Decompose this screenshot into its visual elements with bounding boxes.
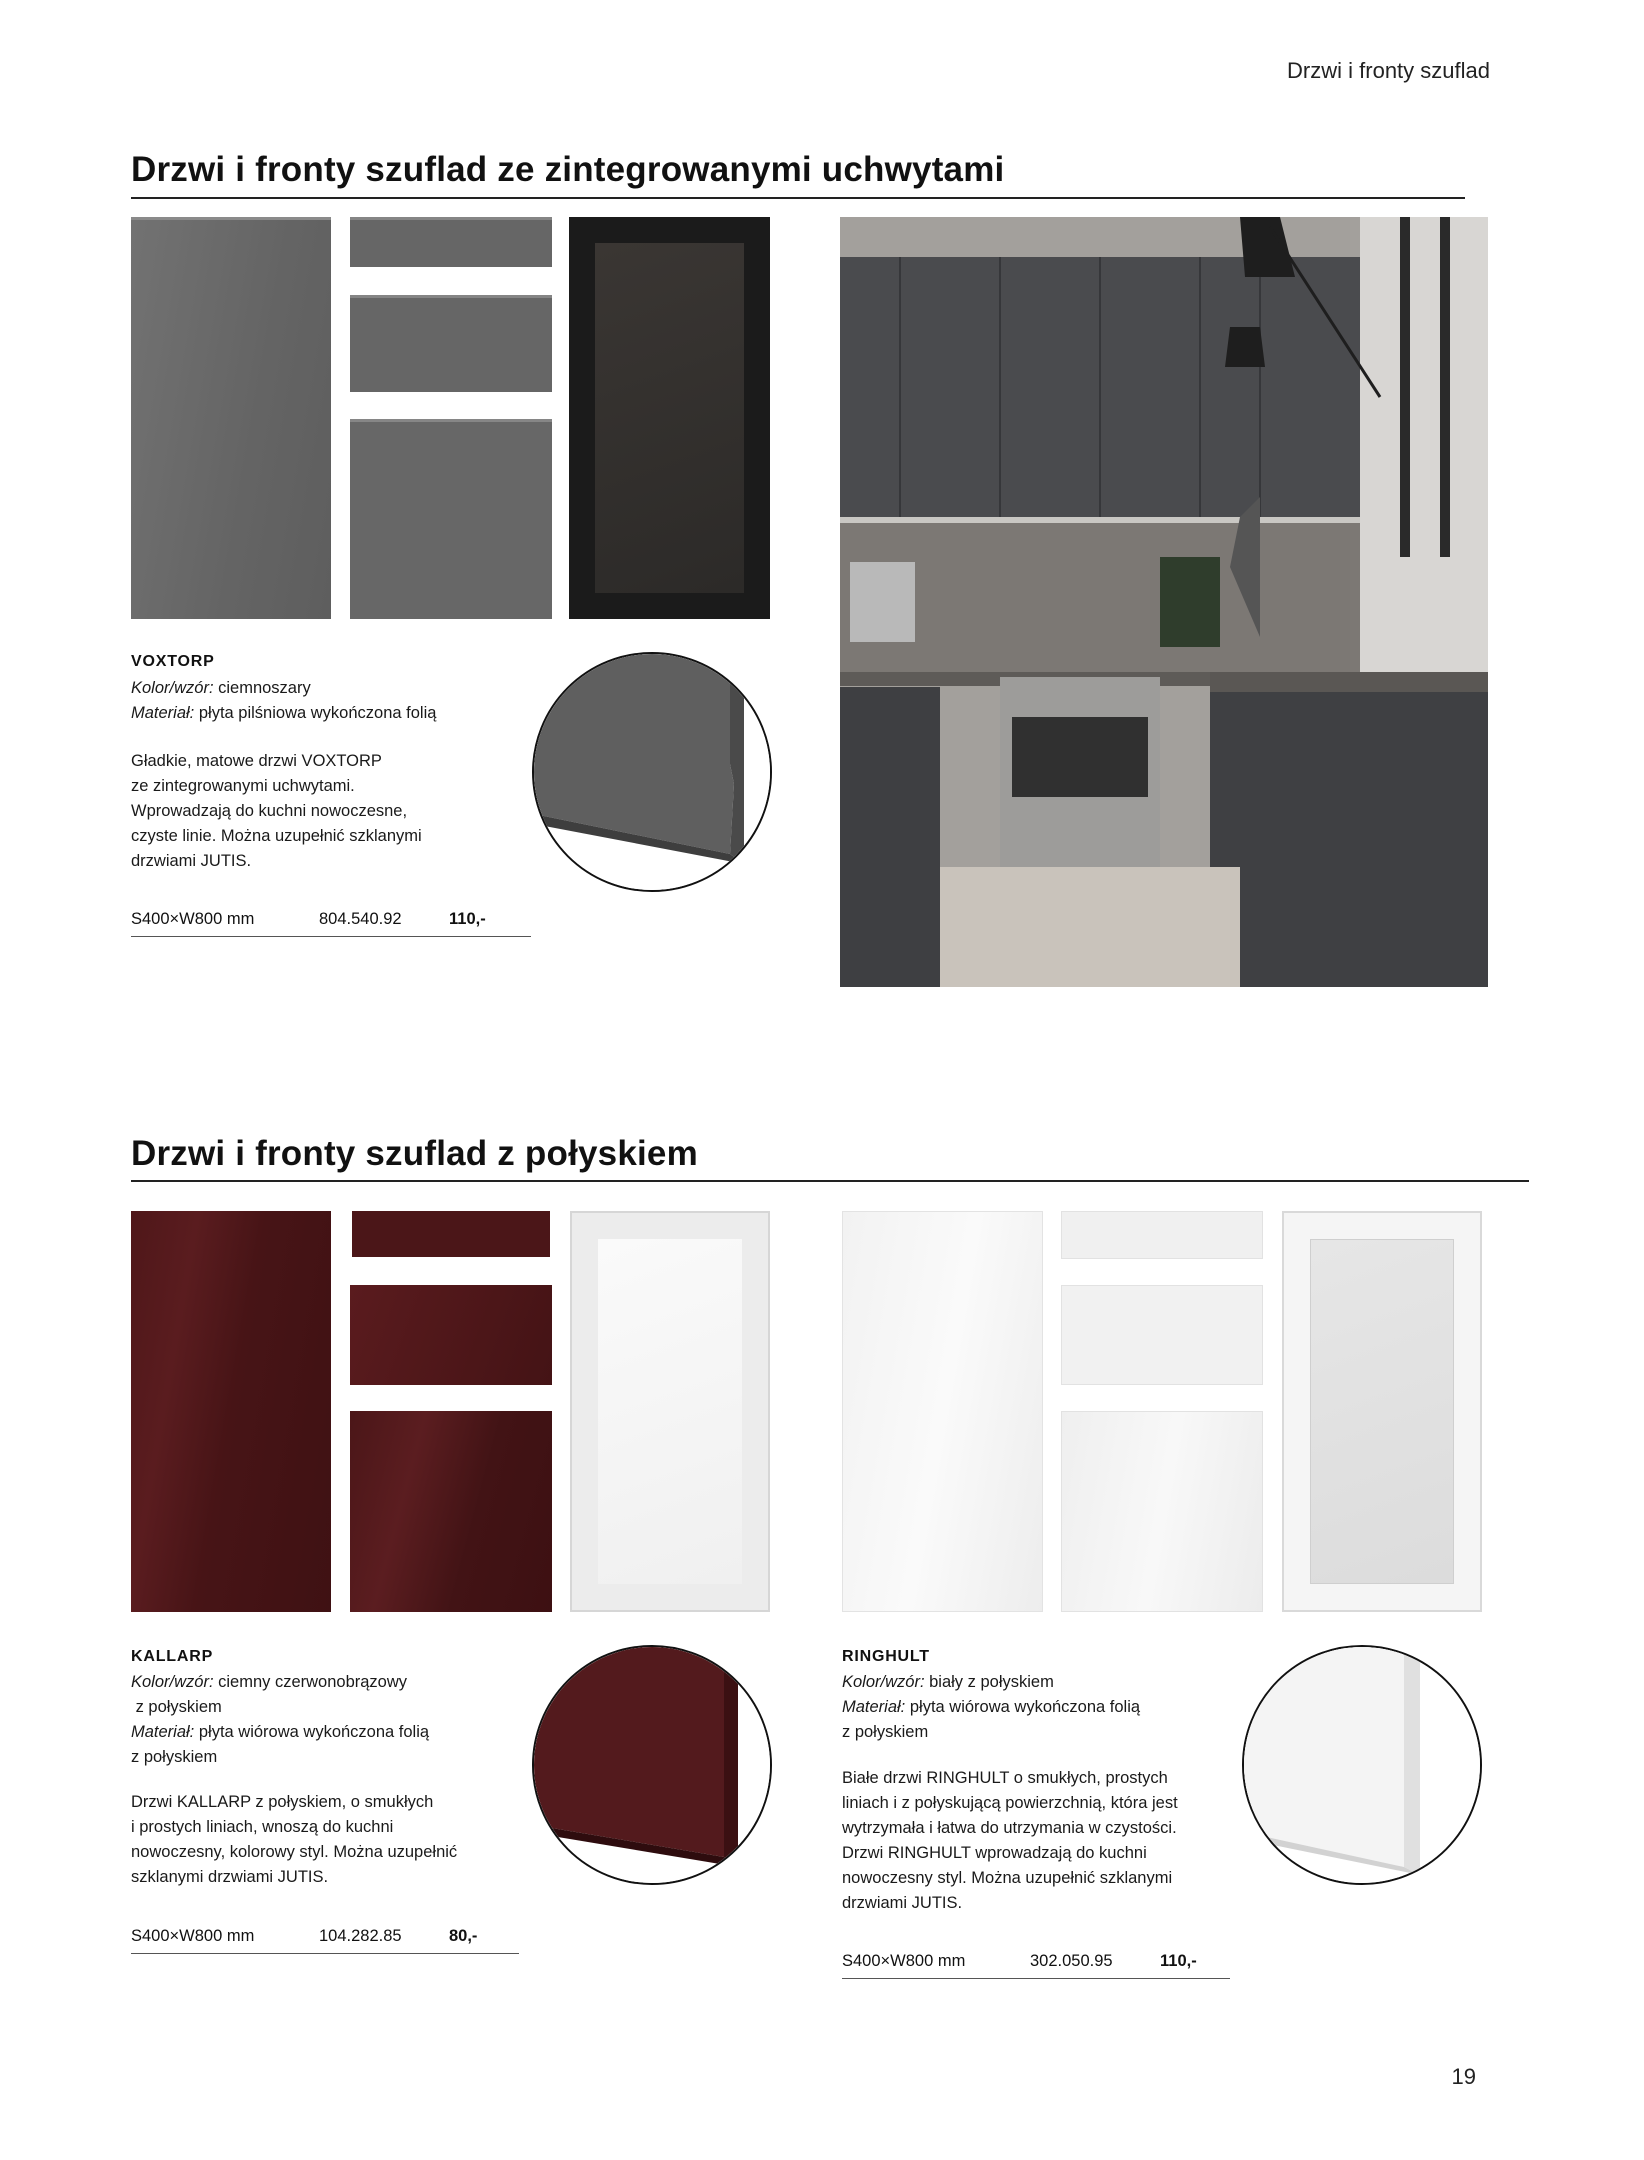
product-description-ringhult: Białe drzwi RINGHULT o smukłych, prostych liniach i z połyskującą powierzchnią, która jest wytrzymała i łatwa do utrzymania w czystości. Drzwi RINGHULT wprowadzają do kuchni nowoczesny styl. Można uzupełnić szklanymi drzwiami JUTIS. (842, 1769, 1178, 1912)
product-specs-ringhult (842, 1670, 1262, 1745)
product-description-kallarp: Drzwi KALLARP z połyskiem, o smukłych i prostych liniach, wnoszą do kuchni nowoczesny, kolorowy styl. Można uzupełnić szklanymi drzwiami JUTIS. (131, 1793, 458, 1886)
article-number: 302.050.95 (1030, 1952, 1113, 1970)
price: 110,- (1160, 1952, 1197, 1970)
price-row-voxtorp (131, 910, 531, 937)
kallarp-drawer-front-medium (350, 1285, 552, 1385)
product-name-voxtorp: VOXTORP (131, 653, 215, 670)
section-1-divider (131, 197, 1465, 199)
article-number: 104.282.85 (319, 1927, 402, 1945)
ringhult-detail-zoom (1242, 1645, 1482, 1885)
material-value: płyta wiórowa wykończona folią (905, 1698, 1141, 1716)
size: S400×W800 mm (842, 1952, 966, 1970)
jutis-glass-door-white (570, 1211, 770, 1612)
material-value: płyta wiórowa wykończona folią (194, 1723, 430, 1741)
kallarp-drawer-front-large (350, 1411, 552, 1612)
price: 80,- (449, 1927, 478, 1945)
voxtorp-drawer-front-small (350, 217, 552, 267)
color-value: ciemny czerwonobrązowy (213, 1673, 408, 1691)
product-description-voxtorp: Gładkie, matowe drzwi VOXTORP ze zintegrowanymi uchwytami. Wprowadzają do kuchni nowoczesne, czyste linie. Można uzupełnić szklanymi drzwiami JUTIS. (131, 752, 422, 870)
ringhult-drawer-front-small (1061, 1211, 1263, 1259)
kallarp-drawer-front-small (352, 1211, 550, 1257)
product-name-ringhult: RINGHULT (842, 1648, 930, 1665)
kitchen-illustration (840, 217, 1488, 987)
size: S400×W800 mm (131, 1927, 255, 1945)
color-value: ciemnoszary (213, 679, 311, 697)
ringhult-door-sample (842, 1211, 1043, 1612)
product-name-kallarp: KALLARP (131, 1648, 214, 1665)
material-value: płyta pilśniowa wykończona folią (194, 704, 437, 722)
color-label: Kolor/wzór: (131, 679, 214, 697)
voxtorp-detail-zoom (532, 652, 772, 892)
material-value-continued: z połyskiem (131, 1748, 218, 1766)
color-value-continued: z połyskiem (131, 1698, 222, 1716)
voxtorp-door-sample (131, 217, 331, 619)
price-row-ringhult (842, 1952, 1230, 1979)
material-label: Materiał: (131, 1723, 195, 1741)
voxtorp-drawer-front-large (350, 419, 552, 619)
material-label: Materiał: (842, 1698, 906, 1716)
price: 110,- (449, 910, 486, 928)
section-2-title: Drzwi i fronty szuflad z połyskiem (131, 1134, 698, 1173)
section-2-divider (131, 1180, 1529, 1182)
color-label: Kolor/wzór: (842, 1673, 925, 1691)
voxtorp-drawer-front-medium (350, 295, 552, 392)
page-number: 19 (1451, 2064, 1476, 2089)
size: S400×W800 mm (131, 910, 255, 928)
material-label: Materiał: (131, 704, 195, 722)
kallarp-edge-illustration (534, 1647, 772, 1885)
material-value-continued: z połyskiem (842, 1723, 929, 1741)
kallarp-detail-zoom (532, 1645, 772, 1885)
product-specs-kallarp (131, 1670, 551, 1770)
jutis-glass-door-frosted (1282, 1211, 1482, 1612)
ringhult-drawer-front-medium (1061, 1285, 1263, 1385)
kallarp-door-sample (131, 1211, 331, 1612)
kitchen-photo (840, 217, 1488, 987)
article-number: 804.540.92 (319, 910, 402, 928)
ringhult-edge-illustration (1244, 1647, 1482, 1885)
product-specs-voxtorp (131, 676, 551, 726)
price-row-kallarp (131, 1927, 519, 1954)
section-1-title: Drzwi i fronty szuflad ze zintegrowanymi uchwytami (131, 150, 1005, 189)
color-value: biały z połyskiem (924, 1673, 1054, 1691)
ringhult-drawer-front-large (1061, 1411, 1263, 1612)
color-label: Kolor/wzór: (131, 1673, 214, 1691)
voxtorp-edge-illustration (534, 654, 772, 892)
section-label: Drzwi i fronty szuflad (1287, 58, 1490, 83)
jutis-glass-door-dark (569, 217, 770, 619)
